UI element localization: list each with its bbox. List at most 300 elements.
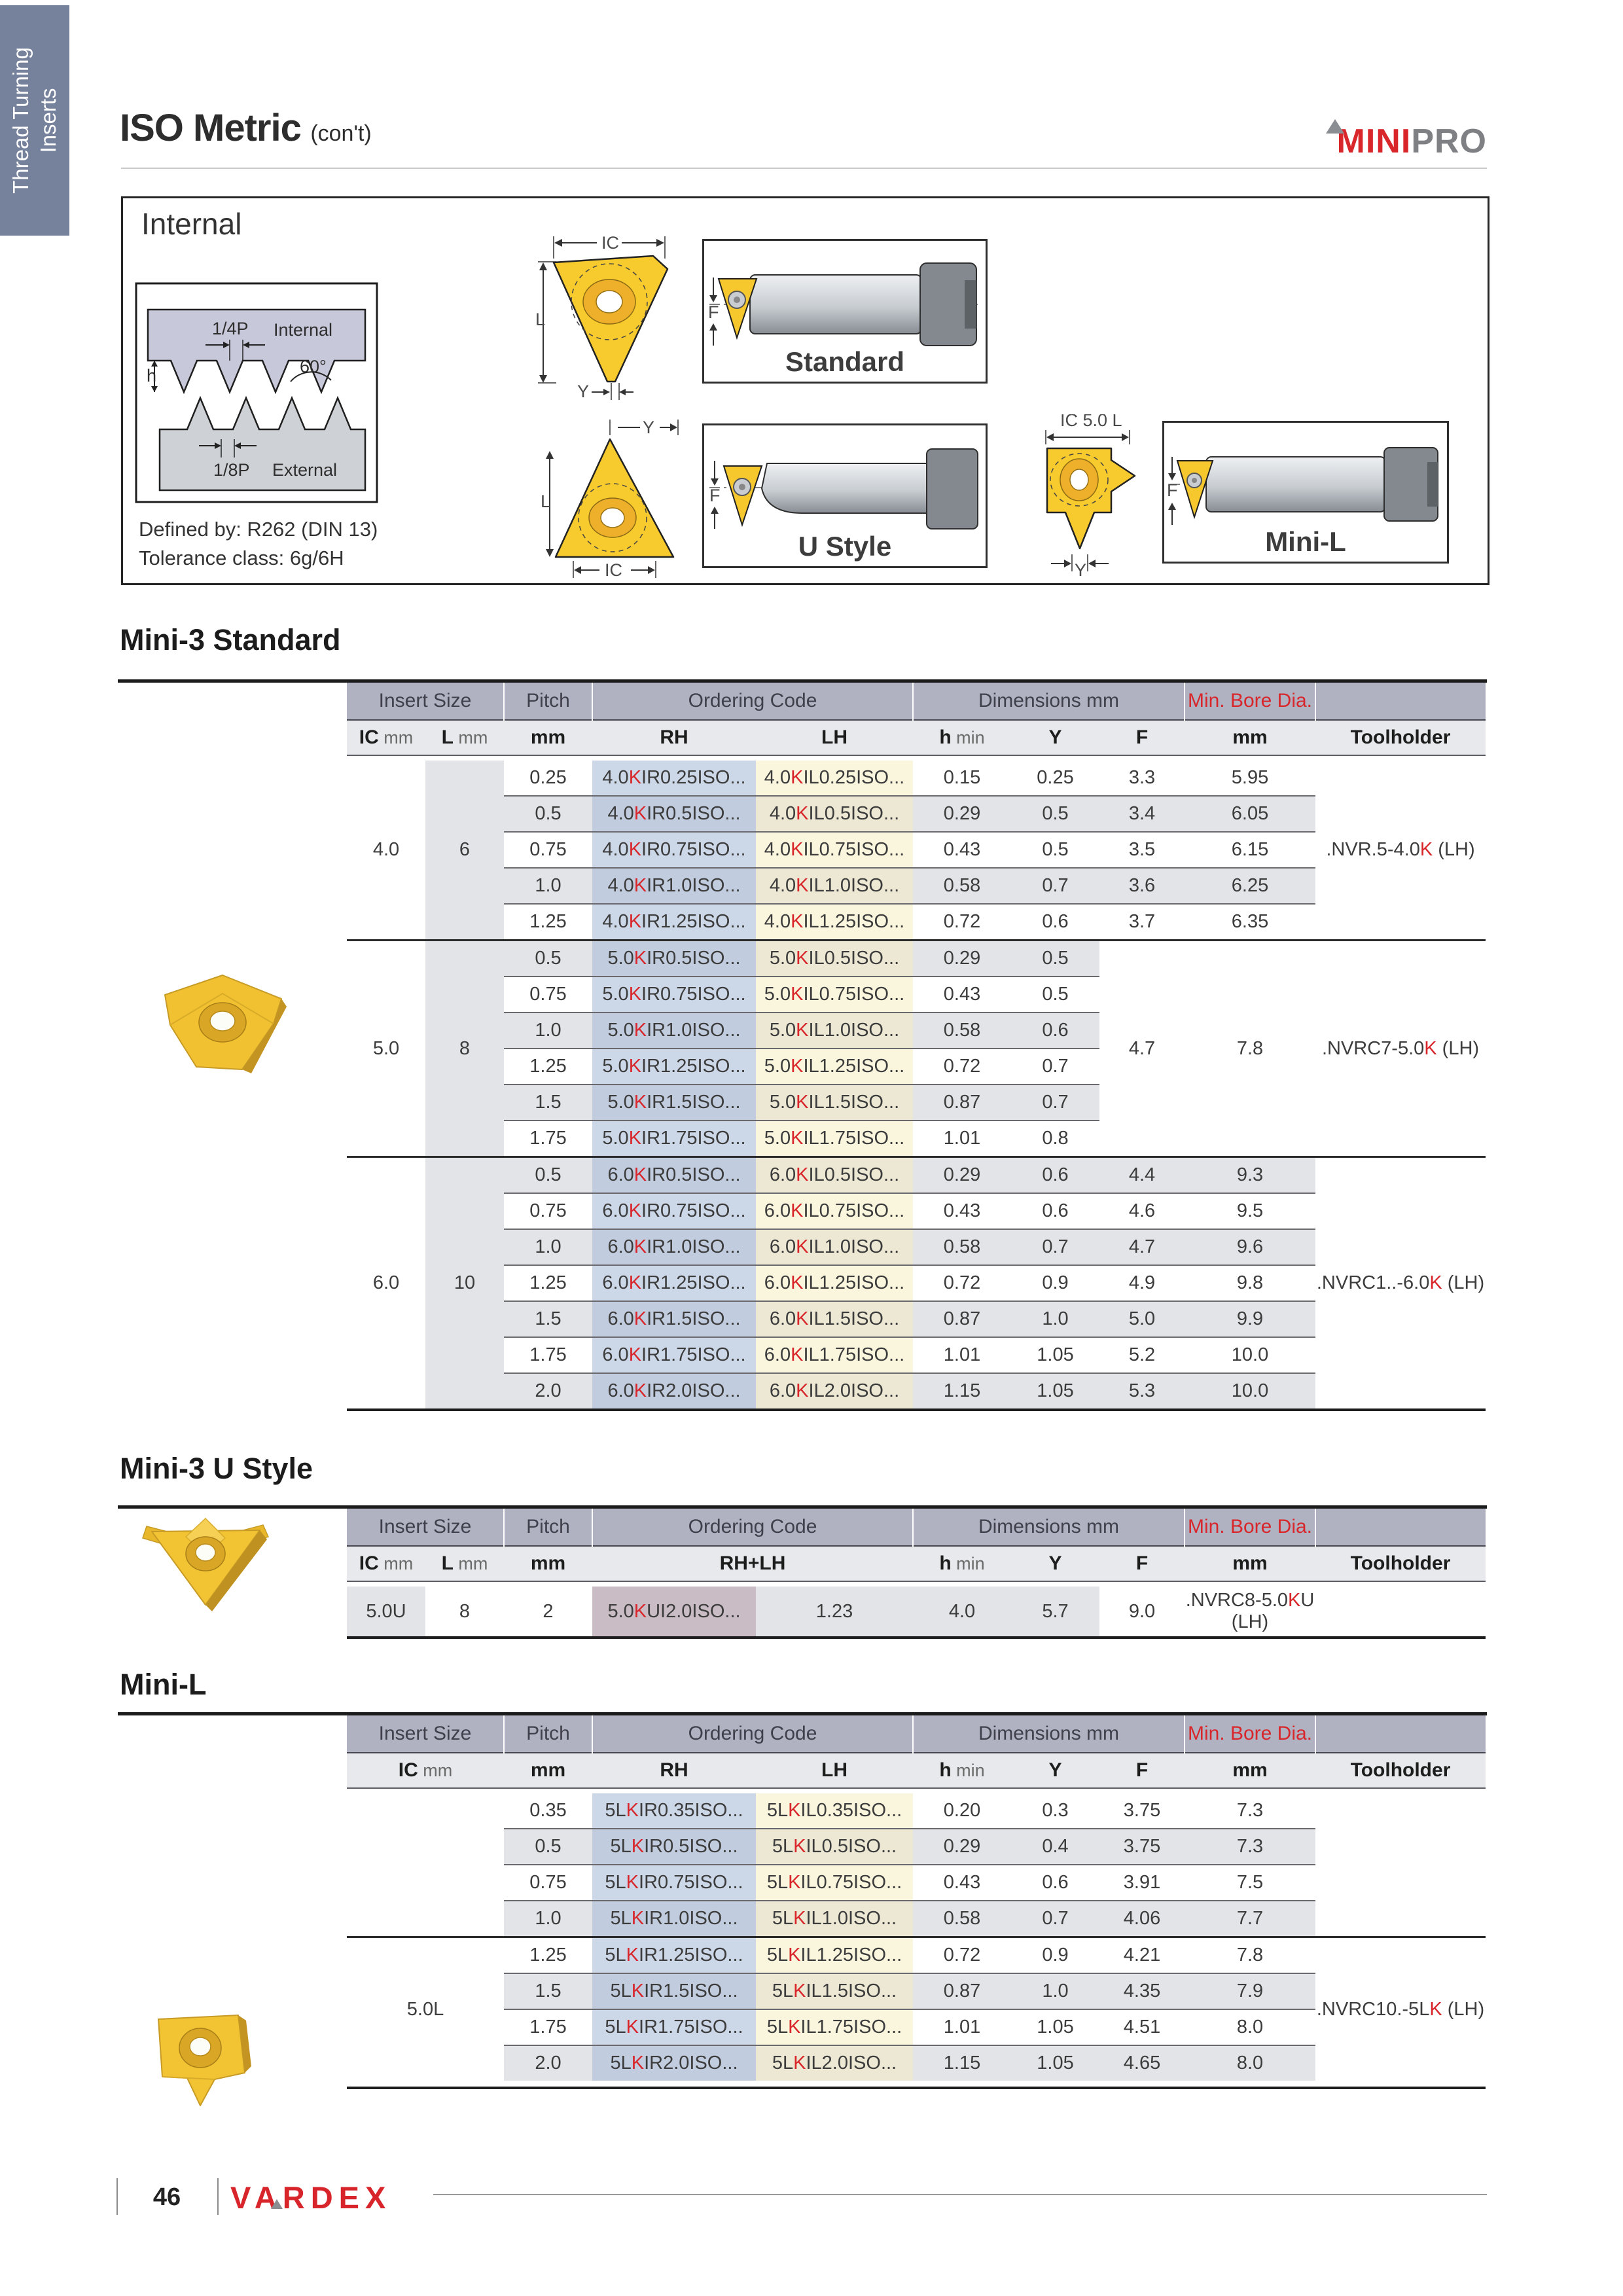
- cell-ordering-code-rh: [592, 1373, 756, 1410]
- code-suffix: IL1.75ISO...: [803, 1344, 905, 1365]
- cell-pitch: 1.75: [504, 2009, 592, 2045]
- cell-h-min: 0.20: [913, 1793, 1011, 1829]
- insert-drawing-standard: [534, 232, 685, 401]
- defined-by-note: Defined by: R262 (DIN 13): [139, 518, 378, 541]
- code-prefix: 6.0: [769, 1164, 796, 1185]
- cell-min-bore: 9.3: [1185, 1157, 1315, 1194]
- code-red-letter: K: [791, 1128, 804, 1149]
- minipro-logo-mini: MINI: [1336, 122, 1412, 160]
- column-header: [1099, 720, 1185, 755]
- cell-min-bore: 7.3: [1185, 1793, 1315, 1829]
- column-group-header: Pitch: [504, 1715, 592, 1753]
- column-header-label: RH: [660, 1759, 688, 1781]
- column-header: [592, 1546, 913, 1581]
- code-prefix: 6.0: [769, 1380, 796, 1401]
- column-header: [1185, 1546, 1315, 1581]
- cell-toolholder: [1185, 1587, 1315, 1638]
- cell-ordering-code-rh: [592, 1337, 756, 1373]
- column-header: [504, 720, 592, 755]
- cell-f: 4.21: [1099, 1937, 1185, 1974]
- cell-y: 0.6: [1011, 1013, 1099, 1049]
- code-prefix: 5.0: [764, 1128, 791, 1149]
- cell-f: 4.06: [1099, 1901, 1185, 1937]
- column-header: [504, 1546, 592, 1581]
- cell-pitch: 1.5: [504, 1973, 592, 2009]
- code-suffix: IL0.75ISO...: [803, 839, 905, 860]
- cell-ordering-code-lh: [756, 2045, 913, 2081]
- cell-y: 0.5: [1011, 796, 1099, 832]
- code-prefix: 6.0: [764, 1344, 791, 1365]
- code-red-letter: K: [628, 839, 642, 860]
- svg-text:IC 5.0 L: IC 5.0 L: [1060, 414, 1122, 430]
- code-red-letter: K: [791, 1344, 804, 1365]
- code-red-letter: K: [796, 1164, 809, 1185]
- table-row: [347, 1373, 1486, 1410]
- code-prefix: 5.0: [607, 948, 634, 969]
- cell-y: 0.3: [1011, 1793, 1099, 1829]
- code-prefix: 4.0: [769, 803, 796, 824]
- cell-f: 3.5: [1099, 832, 1185, 868]
- code-prefix: 6.0: [607, 1164, 634, 1185]
- table-row: [347, 1793, 1486, 1829]
- cell-ordering-code-lh: [756, 868, 913, 904]
- cell-ordering-code-lh: [756, 941, 913, 977]
- table-row: [347, 1337, 1486, 1373]
- column-group-header: Ordering Code: [592, 683, 913, 720]
- spacer-cell: [347, 1581, 1486, 1587]
- code-prefix: 5L: [605, 1945, 626, 1965]
- cell-pitch: 1.25: [504, 904, 592, 941]
- code-suffix: IR0.75ISO...: [641, 1200, 746, 1221]
- column-group-header: [1315, 1509, 1486, 1546]
- mini3-ustyle-insert-photo: [139, 1507, 273, 1615]
- svg-text:IC: IC: [601, 233, 619, 253]
- cell-ordering-code-rh: [592, 2045, 756, 2081]
- code-red-letter: K: [1419, 839, 1433, 860]
- code-suffix: IR2.0ISO...: [644, 2053, 738, 2073]
- cell-ordering-code-lh: [756, 1337, 913, 1373]
- column-header: [347, 1753, 504, 1788]
- column-header-unit: mm: [418, 1761, 453, 1780]
- code-red-letter: K: [633, 1308, 647, 1329]
- spacer-cell: [347, 1788, 1486, 1793]
- cell-ordering-code-rh: [592, 1085, 756, 1121]
- cell-ordering-code-lh: [756, 1301, 913, 1337]
- code-red-letter: K: [788, 1945, 801, 1965]
- cell-pitch: 1.25: [504, 1049, 592, 1085]
- table-row: [347, 1901, 1486, 1937]
- code-prefix: 4.0: [764, 839, 791, 860]
- table-row: [347, 2009, 1486, 2045]
- column-header-label: F: [1135, 1759, 1149, 1781]
- cell-ordering-code-rh: [592, 1265, 756, 1301]
- cell-h-min: 0.87: [913, 1085, 1011, 1121]
- cell-y: 1.05: [1011, 2009, 1099, 2045]
- column-header: [592, 720, 756, 755]
- code-prefix: 5L: [772, 1981, 794, 2001]
- code-prefix: .NVRC8-5.0: [1185, 1590, 1289, 1611]
- minipro-logo-pro: PRO: [1411, 122, 1487, 160]
- cell-pitch: 2: [504, 1587, 592, 1638]
- code-prefix: 4.0: [607, 803, 634, 824]
- page-title: [120, 106, 372, 150]
- column-header: [1011, 720, 1099, 755]
- table-row: [347, 1301, 1486, 1337]
- code-suffix: UI2.0ISO...: [647, 1600, 741, 1622]
- code-red-letter: K: [1288, 1590, 1301, 1611]
- code-prefix: 6.0: [607, 1236, 634, 1257]
- code-suffix: IR1.75ISO...: [639, 2017, 743, 2037]
- cell-ordering-code: [592, 1587, 756, 1638]
- column-group-header: Insert Size: [347, 683, 504, 720]
- cell-h-min: 0.29: [913, 1829, 1011, 1865]
- code-red-letter: K: [626, 1945, 639, 1965]
- page-title-suffix: (con't): [310, 121, 372, 146]
- ustyle-holder-box: [702, 423, 988, 568]
- spacer-cell: [347, 755, 1486, 761]
- code-suffix: IL2.0ISO...: [808, 1380, 900, 1401]
- cell-y: 0.7: [1011, 1229, 1099, 1265]
- cell-y: 0.6: [1011, 1157, 1099, 1194]
- cell-pitch: 1.0: [504, 1013, 592, 1049]
- code-red-letter: K: [796, 875, 809, 896]
- cell-min-bore: 6.35: [1185, 904, 1315, 941]
- minipro-logo: [1250, 122, 1487, 161]
- cell-pitch: 0.75: [504, 1865, 592, 1901]
- cell-h-min: 0.43: [913, 1865, 1011, 1901]
- cell-f: 4.7: [1099, 1229, 1185, 1265]
- cell-y: 0.6: [1011, 1193, 1099, 1229]
- column-header: [347, 1546, 425, 1581]
- code-red-letter: K: [796, 803, 809, 824]
- cell-h-min: 1.01: [913, 2009, 1011, 2045]
- code-red-letter: K: [788, 1800, 801, 1821]
- code-red-letter: K: [633, 875, 647, 896]
- table-row: [347, 868, 1486, 904]
- cell-ordering-code-rh: [592, 1121, 756, 1157]
- standard-holder-drawing: [704, 241, 982, 350]
- cell-ordering-code-rh: [592, 832, 756, 868]
- cell-ordering-code-lh: [756, 1901, 913, 1937]
- column-header: [756, 720, 913, 755]
- code-red-letter: K: [633, 803, 647, 824]
- cell-y: 0.5: [1011, 941, 1099, 977]
- cell-ordering-code-lh: [756, 977, 913, 1013]
- table-row: [347, 904, 1486, 941]
- cell-min-bore: 6.15: [1185, 832, 1315, 868]
- column-header: [913, 720, 1011, 755]
- code-red-letter: K: [628, 984, 642, 1005]
- code-prefix: 5L: [766, 1800, 789, 1821]
- column-header: [1185, 1753, 1315, 1788]
- cell-y: 1.0: [1011, 1973, 1099, 2009]
- standard-holder-box: [702, 239, 988, 384]
- code-suffix: IL0.35ISO...: [800, 1800, 902, 1821]
- code-suffix: IR0.5ISO...: [647, 803, 741, 824]
- table-row: [347, 1829, 1486, 1865]
- column-header-label: mm: [1232, 1552, 1268, 1574]
- column-header-label: LH: [821, 1759, 847, 1781]
- internal-box-title: Internal: [141, 207, 242, 241]
- code-suffix: IL1.5ISO...: [806, 1981, 897, 2001]
- tolerance-note: Tolerance class: 6g/6H: [139, 547, 344, 569]
- column-header-unit: min: [951, 1761, 985, 1780]
- code-suffix: IL0.75ISO...: [800, 1872, 902, 1893]
- column-header-unit: mm: [453, 728, 488, 747]
- minil-holder-box: [1162, 421, 1449, 564]
- code-prefix: 5.0: [764, 1056, 791, 1077]
- cell-pitch: 0.5: [504, 1829, 592, 1865]
- cell-h-min: 0.72: [913, 904, 1011, 941]
- cell-ordering-code-rh: [592, 761, 756, 796]
- code-red-letter: K: [1429, 1998, 1442, 2020]
- cell-ordering-code-rh: [592, 1973, 756, 2009]
- cell-ordering-code-rh: [592, 1193, 756, 1229]
- cell-f: 4.6: [1099, 1193, 1185, 1229]
- cell-y: 0.7: [1011, 1085, 1099, 1121]
- cell-min-bore: 10.0: [1185, 1337, 1315, 1373]
- cell-ordering-code-rh: [592, 1229, 756, 1265]
- code-suffix: IR1.25ISO...: [641, 1272, 746, 1293]
- cell-insert-size-l: 8: [425, 941, 504, 1157]
- code-suffix: IR0.75ISO...: [641, 839, 746, 860]
- code-red-letter: K: [793, 1908, 806, 1929]
- cell-insert-size-ic: 5.0U: [347, 1587, 425, 1638]
- column-header-label: Toolholder: [1350, 1759, 1451, 1781]
- code-prefix: .NVR.5-4.0: [1326, 839, 1420, 860]
- code-red-letter: K: [788, 2017, 801, 2037]
- cell-f: 4.7: [1099, 941, 1185, 1157]
- code-suffix: (LH): [1436, 1037, 1480, 1059]
- code-red-letter: K: [791, 839, 804, 860]
- code-red-letter: K: [793, 1981, 806, 2001]
- code-prefix: 6.0: [607, 1380, 634, 1401]
- cell-min-bore: 8.0: [1185, 2045, 1315, 2081]
- code-red-letter: K: [633, 948, 647, 969]
- cell-min-bore: 9.0: [1099, 1587, 1185, 1638]
- code-prefix: 5.0: [607, 1020, 634, 1041]
- ustyle-holder-drawing: [704, 425, 982, 534]
- column-header-label: Y: [1048, 1759, 1062, 1781]
- code-prefix: 5L: [605, 2017, 626, 2037]
- cell-insert-size-ic: 5.0: [347, 941, 425, 1157]
- minil-holder-drawing: [1164, 423, 1443, 529]
- code-suffix: IR0.5ISO...: [644, 1836, 738, 1857]
- code-suffix: IL2.0ISO...: [806, 2053, 897, 2073]
- cell-ordering-code-rh: [592, 1901, 756, 1937]
- code-red-letter: K: [628, 1272, 642, 1293]
- code-prefix: 6.0: [602, 1344, 629, 1365]
- code-prefix: 6.0: [764, 1272, 791, 1293]
- column-header-label: L: [441, 726, 454, 748]
- cell-min-bore: 8.0: [1185, 2009, 1315, 2045]
- cell-pitch: 1.0: [504, 868, 592, 904]
- column-group-header: Pitch: [504, 1509, 592, 1546]
- cell-y: 0.6: [1011, 904, 1099, 941]
- cell-ordering-code-lh: [756, 904, 913, 941]
- section-title-mini3-standard: Mini-3 Standard: [120, 623, 341, 656]
- cell-ordering-code-lh: [756, 832, 913, 868]
- cell-pitch: 1.0: [504, 1901, 592, 1937]
- column-header: [1099, 1546, 1185, 1581]
- section-title-minil: Mini-L: [120, 1668, 207, 1701]
- code-red-letter: K: [626, 1872, 639, 1893]
- table-row: [347, 832, 1486, 868]
- column-header: [1315, 1753, 1486, 1788]
- svg-text:h: h: [147, 366, 157, 386]
- cell-min-bore: 9.5: [1185, 1193, 1315, 1229]
- code-suffix: IR1.5ISO...: [647, 1092, 741, 1113]
- code-red-letter: K: [628, 1200, 642, 1221]
- minil-insert-photo: [136, 2000, 260, 2114]
- code-prefix: 5.0: [764, 984, 791, 1005]
- column-group-header-row: [347, 1715, 1486, 1753]
- cell-ordering-code-rh: [592, 941, 756, 977]
- table-row: [347, 1157, 1486, 1194]
- cell-f: 3.3: [1099, 761, 1185, 796]
- code-suffix: IR2.0ISO...: [647, 1380, 741, 1401]
- code-suffix: IR1.75ISO...: [641, 1128, 746, 1149]
- thread-profile-diagram: [135, 282, 378, 503]
- minipro-triangle-icon: [1326, 119, 1344, 134]
- column-header: [913, 1753, 1011, 1788]
- cell-ordering-code-rh: [592, 904, 756, 941]
- cell-y: 0.5: [1011, 832, 1099, 868]
- code-prefix: 5.0: [602, 1056, 629, 1077]
- mini3-ustyle-table: [347, 1509, 1486, 1639]
- code-red-letter: K: [633, 1236, 647, 1257]
- svg-text:L: L: [535, 310, 546, 329]
- section-title-mini3-ustyle: Mini-3 U Style: [120, 1452, 313, 1485]
- code-prefix: 4.0: [602, 911, 629, 932]
- column-header-row: [347, 1546, 1486, 1581]
- column-header: [425, 720, 504, 755]
- cell-h-min: 0.29: [913, 1157, 1011, 1194]
- code-prefix: 4.0: [769, 875, 796, 896]
- column-header-label: L: [441, 1552, 454, 1574]
- code-red-letter: K: [628, 1056, 642, 1077]
- cell-ordering-code-lh: [756, 1229, 913, 1265]
- code-red-letter: K: [796, 1236, 809, 1257]
- code-red-letter: K: [791, 767, 804, 788]
- code-suffix: IL0.5ISO...: [806, 1836, 897, 1857]
- column-header: [504, 1753, 592, 1788]
- code-suffix: IL1.25ISO...: [803, 911, 905, 932]
- code-prefix: 5.0: [602, 1128, 629, 1149]
- code-suffix: IL0.5ISO...: [808, 803, 900, 824]
- vardex-logo: [230, 2179, 391, 2215]
- code-red-letter: K: [628, 1344, 642, 1365]
- column-header-label: Y: [1048, 1552, 1062, 1574]
- table-row: [347, 1265, 1486, 1301]
- cell-h-min: 0.43: [913, 1193, 1011, 1229]
- code-suffix: IL1.0ISO...: [806, 1908, 897, 1929]
- code-suffix: IR1.75ISO...: [641, 1344, 746, 1365]
- svg-text:Y: Y: [577, 382, 590, 401]
- cell-min-bore: 7.5: [1185, 1865, 1315, 1901]
- cell-h-min: 0.58: [913, 868, 1011, 904]
- footer-rule: [433, 2194, 1487, 2195]
- table-row: [347, 761, 1486, 796]
- cell-y: 0.4: [1011, 1829, 1099, 1865]
- code-suffix: (LH): [1442, 1998, 1485, 2020]
- svg-text:External: External: [272, 460, 338, 480]
- cell-h-min: 0.58: [913, 1229, 1011, 1265]
- code-prefix: 5L: [610, 1908, 632, 1929]
- cell-min-bore: 7.7: [1185, 1901, 1315, 1937]
- spacer-cell: [347, 2081, 1486, 2088]
- code-suffix: IL1.75ISO...: [803, 1128, 905, 1149]
- code-red-letter: K: [1429, 1272, 1442, 1293]
- column-header-label: mm: [1232, 726, 1268, 748]
- code-red-letter: K: [791, 1200, 804, 1221]
- cell-h-min: 1.15: [913, 2045, 1011, 2081]
- cell-ordering-code-lh: [756, 1829, 913, 1865]
- cell-h-min: 0.72: [913, 1049, 1011, 1085]
- code-red-letter: K: [633, 1380, 647, 1401]
- code-prefix: 4.0: [602, 767, 629, 788]
- cell-ordering-code-lh: [756, 1049, 913, 1085]
- cell-pitch: 0.5: [504, 941, 592, 977]
- column-header-unit: mm: [378, 1554, 414, 1573]
- column-group-header: Ordering Code: [592, 1715, 913, 1753]
- code-prefix: 6.0: [769, 1308, 796, 1329]
- cell-f: 4.4: [1099, 1157, 1185, 1194]
- cell-pitch: 1.25: [504, 1937, 592, 1974]
- column-group-header-row: [347, 1509, 1486, 1546]
- header-divider: [121, 168, 1487, 169]
- code-red-letter: K: [631, 1908, 645, 1929]
- cell-ordering-code-lh: [756, 1793, 913, 1829]
- cell-min-bore: 7.3: [1185, 1829, 1315, 1865]
- column-header-label: h: [939, 726, 952, 748]
- column-header-label: Toolholder: [1350, 1552, 1451, 1574]
- cell-f: 4.51: [1099, 2009, 1185, 2045]
- cell-y: 1.0: [1011, 1301, 1099, 1337]
- code-red-letter: K: [631, 2053, 645, 2073]
- cell-ordering-code-rh: [592, 796, 756, 832]
- column-header: [1099, 1753, 1185, 1788]
- cell-f: 5.3: [1099, 1373, 1185, 1410]
- cell-toolholder: [1315, 1937, 1486, 2081]
- code-suffix: (LH): [1442, 1272, 1485, 1293]
- code-prefix: 5L: [766, 2017, 789, 2037]
- column-header-label: mm: [530, 1552, 566, 1574]
- code-prefix: 5L: [605, 1800, 626, 1821]
- code-red-letter: K: [796, 1020, 809, 1041]
- code-suffix: IL0.75ISO...: [803, 1200, 905, 1221]
- code-prefix: 6.0: [602, 1272, 629, 1293]
- code-suffix: IR1.25ISO...: [639, 1945, 743, 1965]
- cell-ordering-code-lh: [756, 1193, 913, 1229]
- code-red-letter: K: [628, 767, 642, 788]
- column-header-unit: min: [951, 1554, 985, 1573]
- code-red-letter: K: [796, 1308, 809, 1329]
- internal-diagram-box: [121, 196, 1489, 585]
- cell-insert-size-ic: [347, 1793, 504, 1937]
- column-header-row: [347, 1753, 1486, 1788]
- page-title-main: ISO Metric: [120, 107, 301, 149]
- cell-ordering-code-lh: [756, 1973, 913, 2009]
- svg-text:Internal: Internal: [274, 320, 333, 340]
- code-prefix: 5L: [772, 1836, 794, 1857]
- cell-toolholder: [1315, 941, 1486, 1157]
- spacer-row: [347, 1788, 1486, 1793]
- minil-table-wrap: [347, 1715, 1486, 2089]
- code-prefix: 5.0: [607, 1600, 634, 1622]
- svg-text:Y: Y: [1075, 560, 1087, 577]
- column-header-label: RH: [660, 726, 688, 748]
